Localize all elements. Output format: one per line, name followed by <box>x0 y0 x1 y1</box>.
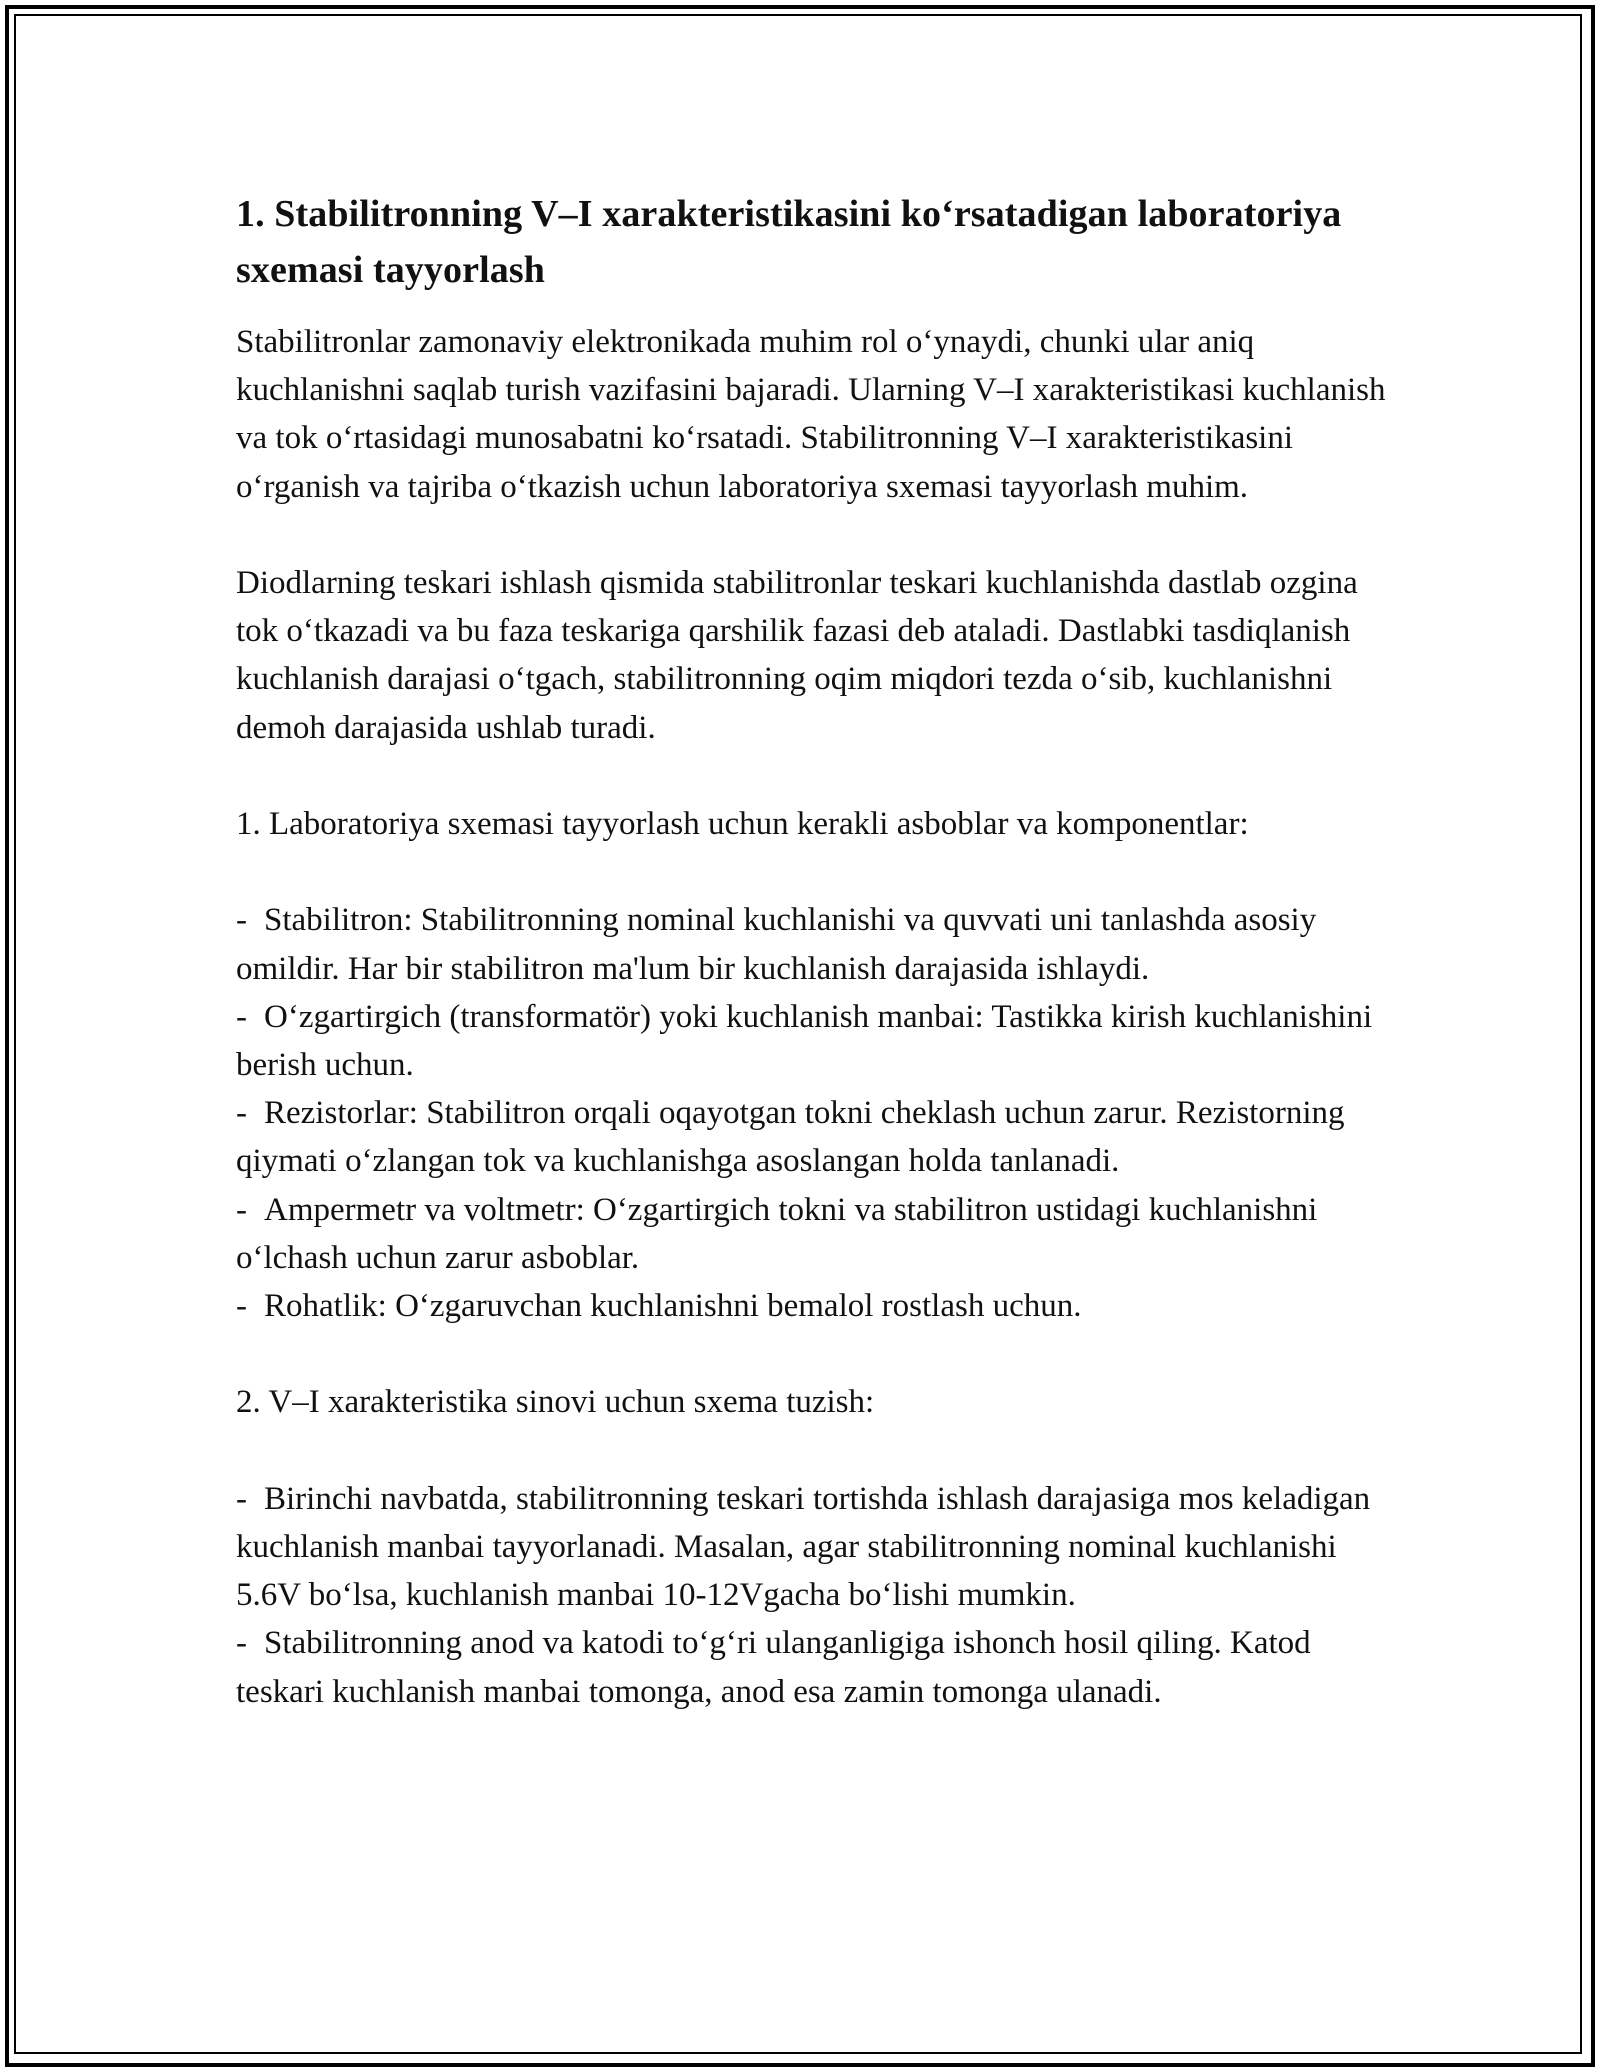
bullet-marker: - <box>236 1191 247 1228</box>
section-2-title: 2. V–I xarakteristika sinovi uchun sxema tuzish: <box>236 1384 875 1421</box>
paragraph-spacer <box>236 1427 1396 1475</box>
list-item-text: Rezistorlar: Stabilitron orqali oqayotgan tokni cheklash uchun zarur. Rezistorning qiymati o‘zlangan tok va kuchlanishga asoslangan holda tanlanadi. <box>236 1095 1345 1180</box>
document-body <box>236 186 1396 1716</box>
list-item-text: O‘zgartirgich (transformatör) yoki kuchlanish manbai: Tastikka kirish kuchlanishini berish uchun. <box>236 998 1373 1083</box>
list-item <box>236 1089 1396 1185</box>
list-item <box>236 1619 1396 1715</box>
bullet-marker: - <box>236 1288 247 1325</box>
bullet-marker: - <box>236 1480 247 1517</box>
list-item-text: Stabilitronning anod va katodi to‘g‘ri ulanganligiga ishonch hosil qiling. Katod teskari kuchlanish manbai tomonga, anod esa zamin tomonga ulanadi. <box>236 1625 1311 1710</box>
list-item-text: Stabilitron: Stabilitronning nominal kuchlanishi va quvvati uni tanlashda asosiy omildir. Har bir stabilitron ma'lum bir kuchlanish darajasida ishlaydi. <box>236 902 1317 987</box>
paragraph-spacer <box>236 848 1396 896</box>
paragraph-spacer <box>236 511 1396 559</box>
bullet-marker: - <box>236 998 247 1035</box>
list-item-text: Birinchi navbatda, stabilitronning teskari tortishda ishlash darajasiga mos keladigan kuchlanish manbai tayyorlanadi. Masalan, agar stabilitronning nominal kuchlanishi 5.6V bo‘lsa, kuchlanish manbai 10-12Vgacha bo‘lishi mumkin. <box>236 1480 1371 1614</box>
list-item <box>236 1475 1396 1620</box>
intro-paragraph: Stabilitronlar zamonaviy elektronikada muhim rol o‘ynaydi, chunki ular aniq kuchlanishni saqlab turish vazifasini bajaradi. Ularning V–I xarakteristikasi kuchlanish va tok o‘rtasidagi munosabatni ko‘rsatadi. Stabilitronning V–I xarakteristikasini o‘rganish va tajriba o‘tkazish uchun laboratoriya sxemasi tayyorlash muhim. <box>236 324 1386 505</box>
list-item <box>236 1282 1396 1330</box>
list-item <box>236 896 1396 992</box>
bullet-marker: - <box>236 902 247 939</box>
diode-paragraph: Diodlarning teskari ishlash qismida stabilitronlar teskari kuchlanishda dastlab ozgina tok o‘tkazadi va bu faza teskariga qarshilik fazasi deb ataladi. Dastlabki tasdiqlanish kuchlanish darajasi o‘tgach, stabilitronning oqim miqdori tezda o‘sib, kuchlanishni demoh darajasida ushlab turadi. <box>236 565 1358 746</box>
bullet-marker: - <box>236 1625 247 1662</box>
section-1-title: 1. Laboratoriya sxemasi tayyorlash uchun kerakli asboblar va komponentlar: <box>236 806 1249 842</box>
list-item <box>236 993 1396 1089</box>
paragraph-spacer <box>236 752 1396 800</box>
bullet-marker: - <box>236 1095 247 1132</box>
list-item-text: Ampermetr va voltmetr: O‘zgartirgich tokni va stabilitron ustidagi kuchlanishni o‘lchash uchun zarur asboblar. <box>236 1191 1318 1276</box>
list-item <box>236 1186 1396 1282</box>
list-item-text: Rohatlik: O‘zgaruvchan kuchlanishni bemalol rostlash uchun. <box>264 1288 1082 1325</box>
paragraph-spacer <box>236 1330 1396 1378</box>
document-heading: 1. Stabilitronning V–I xarakteristikasini ko‘rsatadigan laboratoriya sxemasi tayyorlash <box>236 193 1342 291</box>
